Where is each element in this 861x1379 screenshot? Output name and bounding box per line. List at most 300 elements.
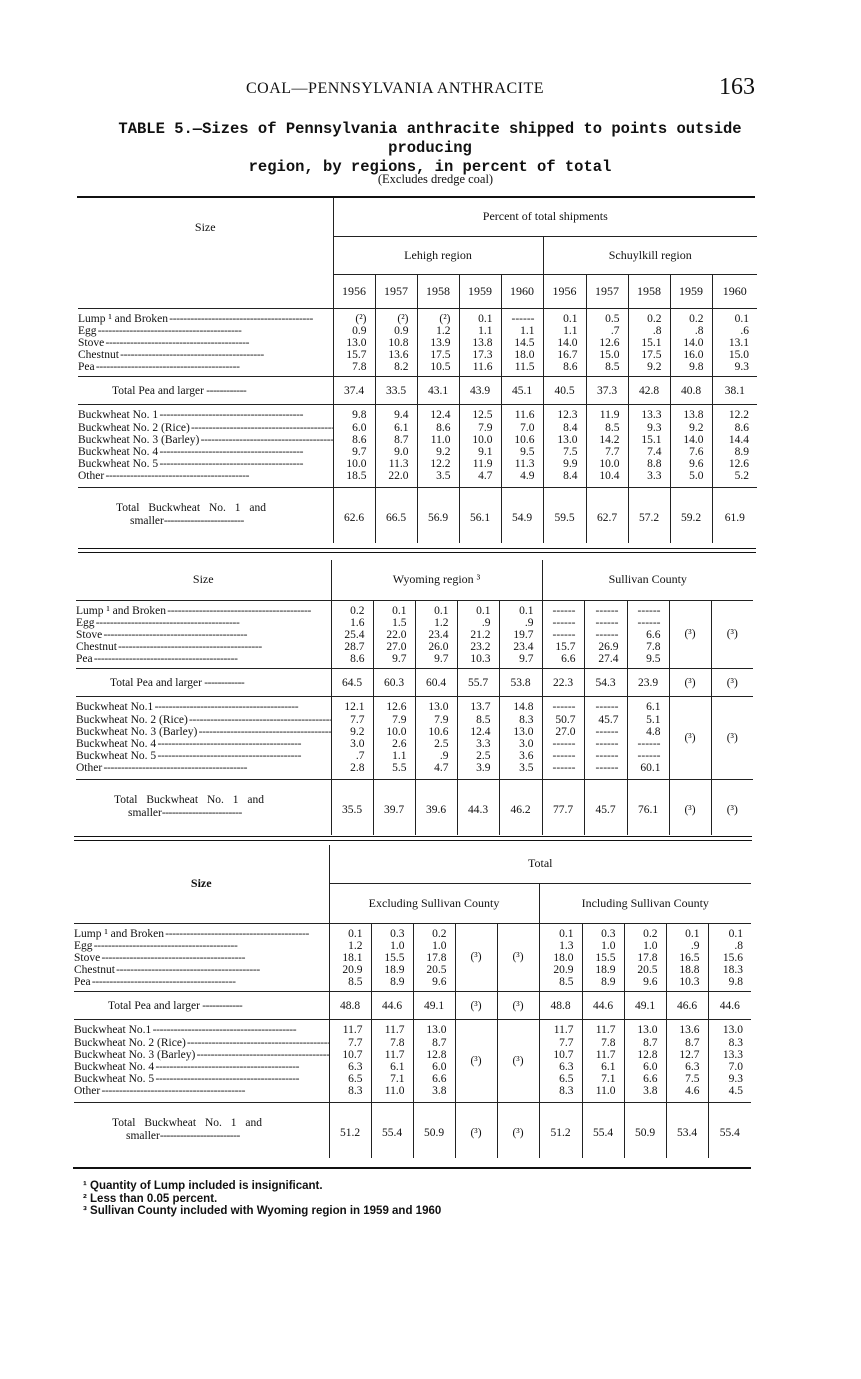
table-cell: 9.3 — [728, 1073, 743, 1086]
table-cell: 1.2 — [436, 324, 451, 337]
table-cell: 0.1 — [392, 604, 407, 617]
leader: ------------------------ — [163, 515, 244, 528]
row-label: Buckwheat No. 4 - - - — [78, 446, 333, 458]
total-pea-cell: 49.1 — [413, 992, 455, 1020]
total-buckwheat-cell: 46.2 — [499, 779, 542, 835]
table-cell: 9.8 — [689, 361, 704, 374]
value-column — [459, 405, 501, 487]
table-cell: 9.6 — [689, 458, 704, 471]
table-cell: 13.7 — [470, 701, 491, 714]
table-cell: 15.0 — [599, 349, 620, 362]
row-label: Lump ¹ and Broken - - - — [78, 313, 333, 325]
table-cell: 27.0 — [386, 641, 407, 654]
table-cell: 6.6 — [432, 1073, 447, 1086]
table-cell: 19.7 — [513, 628, 534, 641]
row-label: Buckwheat No. 3 (Barley) - - - — [78, 434, 333, 446]
group1-row — [74, 923, 751, 992]
table-cell: 11.9 — [599, 409, 620, 422]
table-cell: 9.9 — [563, 458, 578, 471]
table-cell: 11.7 — [342, 1024, 363, 1037]
table-cell: 8.5 — [476, 713, 491, 726]
table-cell: 13.3 — [641, 409, 662, 422]
total-buckwheat-cell: 61.9 — [712, 487, 757, 543]
value-column — [666, 923, 708, 992]
table-cell: 6.6 — [646, 628, 661, 641]
table-cell: 7.5 — [563, 446, 578, 458]
table-cell: 3.5 — [436, 470, 451, 483]
value-column — [627, 697, 669, 779]
table-cell: 4.9 — [520, 470, 535, 483]
table-cell: 7.8 — [352, 361, 367, 374]
total-buckwheat-line2 — [116, 515, 333, 528]
value-column — [329, 923, 371, 992]
value-column — [331, 697, 373, 779]
year-header: 1958 — [417, 274, 459, 308]
total-buckwheat-cell: 56.1 — [459, 487, 501, 543]
table-cell: 4.7 — [434, 762, 449, 775]
table-cell: 10.7 — [553, 1048, 574, 1061]
footnote-1: ¹ Quantity of Lump included is insignificant. — [83, 1180, 323, 1192]
value-column — [499, 697, 542, 779]
leader: ------------------------ — [161, 807, 242, 820]
table-cell: 0.1 — [685, 927, 700, 940]
table-cell: 0.5 — [605, 312, 620, 325]
value-column — [373, 697, 415, 779]
table-cell: 12.6 — [386, 701, 407, 714]
table-cell: 0.2 — [689, 312, 704, 325]
table-cell: 9.7 — [434, 653, 449, 666]
table-cell: 14.8 — [513, 701, 534, 714]
value-column — [499, 600, 542, 669]
table-cell: ------ — [637, 616, 661, 629]
table-cell: 11.9 — [472, 458, 493, 471]
total-buckwheat-cell: 44.3 — [457, 779, 499, 835]
table-cell: 3.5 — [519, 762, 534, 775]
table-cell: ------ — [552, 616, 576, 629]
value-column — [712, 405, 757, 487]
percent-total-header: Percent of total shipments — [333, 198, 757, 236]
table-cell: .6 — [740, 324, 750, 337]
table-cell: 7.5 — [685, 1073, 700, 1086]
total-pea-label — [74, 992, 329, 1020]
row-label: Stove - - - — [78, 337, 333, 349]
table-cell: 0.2 — [643, 927, 658, 940]
total-pea-cell: 55.7 — [457, 669, 499, 697]
total-pea-cell: 23.9 — [627, 669, 669, 697]
table-cell: .8 — [652, 324, 662, 337]
table-cell: 8.6 — [734, 421, 750, 434]
total-pea-text: Total Pea and larger — [112, 384, 204, 397]
table-cell: .8 — [734, 939, 743, 952]
table-cell: 7.7 — [350, 713, 365, 726]
table-cell: 8.6 — [563, 361, 578, 374]
table-cell: 25.4 — [344, 628, 365, 641]
table-cell: 18.1 — [342, 951, 363, 964]
table-cell: ------ — [595, 604, 619, 617]
table-cell: 9.2 — [647, 361, 662, 374]
table-cell: 27.0 — [555, 725, 576, 738]
total-buckwheat-cell: (³) — [455, 1102, 497, 1158]
table-cell: 12.2 — [728, 409, 750, 422]
table-cell: 8.6 — [352, 433, 367, 446]
table-cell: ------ — [552, 762, 576, 775]
total-buckwheat-line1: Total Buckwheat No. 1 and — [112, 1117, 262, 1130]
row-label: Other - - - — [76, 762, 331, 774]
table-subtitle: (Excludes dredge coal) — [377, 172, 494, 186]
total-header: Total — [329, 845, 751, 883]
table-cell: 0.1 — [476, 604, 491, 617]
value-column — [666, 1020, 708, 1102]
row-label: Stove - - - — [76, 629, 331, 641]
total-pea-cell: 37.4 — [333, 377, 375, 405]
total-buckwheat-cell: 66.5 — [375, 487, 417, 543]
table-cell: 0.9 — [352, 324, 367, 337]
table-cell: 10.3 — [679, 976, 700, 989]
table-cell: ------ — [552, 701, 576, 714]
footnote-3-cell: (³) — [497, 923, 539, 992]
table-cell: 18.0 — [514, 349, 535, 362]
total-buckwheat-text2: smaller — [128, 807, 162, 820]
total-pea-cell: 48.8 — [539, 992, 582, 1020]
value-column — [624, 1020, 666, 1102]
table-cell: 14.2 — [599, 433, 620, 446]
leader: ------------------------ — [159, 1130, 240, 1143]
value-column — [542, 697, 584, 779]
table-cell: 11.0 — [384, 1085, 405, 1098]
table-cell: 11.3 — [388, 458, 409, 471]
table-cell: 13.6 — [679, 1024, 700, 1037]
table-cell: 1.1 — [563, 324, 578, 337]
table-cell: 6.3 — [685, 1061, 700, 1073]
table-cell: 0.2 — [647, 312, 662, 325]
total-buckwheat-cell: 50.9 — [624, 1102, 666, 1158]
table-cell: 1.1 — [478, 324, 493, 337]
table-cell: 10.0 — [599, 458, 620, 471]
row-labels — [76, 697, 331, 779]
table-cell: 13.0 — [428, 701, 449, 714]
table-cell: 18.0 — [553, 951, 574, 964]
table-cell: 14.0 — [683, 433, 704, 446]
year-header: 1956 — [543, 274, 586, 308]
table-cell: 6.1 — [646, 701, 661, 714]
value-column — [501, 405, 543, 487]
table-cell: 23.2 — [470, 641, 491, 654]
caption-line-1: TABLE 5.—Sizes of Pennsylvania anthracite shipped to points outside producing — [118, 120, 742, 157]
table-cell: 1.1 — [520, 324, 535, 337]
total-pea-label — [76, 669, 331, 697]
year-header: 1957 — [586, 274, 628, 308]
table-cell: 1.0 — [643, 939, 658, 952]
value-column — [459, 308, 501, 377]
table-cell: 8.9 — [601, 976, 616, 989]
value-column — [708, 923, 751, 992]
table-cell: (²) — [439, 312, 451, 325]
table-cell: 7.8 — [646, 641, 661, 654]
table-cell: 18.3 — [722, 964, 743, 977]
table-cell: (²) — [397, 312, 409, 325]
table-cell: ------ — [637, 738, 661, 750]
table-cell: 0.1 — [348, 927, 363, 940]
total-pea-cell: 43.1 — [417, 377, 459, 405]
total-buckwheat-label — [74, 1102, 329, 1158]
table-cell: 12.4 — [430, 409, 451, 422]
table-cell: 0.3 — [601, 927, 616, 940]
row-labels — [74, 1020, 329, 1102]
total-buckwheat-label — [78, 487, 333, 543]
table-cell: 21.2 — [470, 628, 491, 641]
table-cell: 15.5 — [384, 951, 405, 964]
table-cell: 8.3 — [519, 713, 534, 726]
table-cell: ------ — [595, 701, 619, 714]
table-section-totals — [74, 845, 751, 1158]
table-cell: 3.6 — [519, 750, 534, 763]
total-buckwheat-cell: 54.9 — [501, 487, 543, 543]
table-cell: 9.7 — [352, 446, 367, 458]
table-cell: 8.5 — [605, 421, 620, 434]
value-column — [708, 1020, 751, 1102]
value-column — [333, 405, 375, 487]
total-buckwheat-cell: 53.4 — [666, 1102, 708, 1158]
table-cell: 15.1 — [641, 433, 662, 446]
total-buckwheat-cell: 55.4 — [582, 1102, 624, 1158]
row-label: Chestnut - - - — [74, 964, 329, 976]
row-labels — [74, 923, 329, 992]
table-cell: 18.9 — [595, 964, 616, 977]
table-cell: .9 — [524, 616, 534, 629]
leader: ------------ — [199, 999, 243, 1012]
year-header: 1959 — [459, 274, 501, 308]
total-pea-cell: 38.1 — [712, 377, 757, 405]
total-buckwheat-cell: 59.5 — [543, 487, 586, 543]
table-cell: 6.3 — [559, 1061, 574, 1073]
year-header: 1960 — [712, 274, 757, 308]
table-cell: 11.6 — [472, 361, 493, 374]
table-cell: 12.1 — [344, 701, 365, 714]
table-cell: 17.5 — [430, 349, 451, 362]
table-cell: ------ — [637, 750, 661, 763]
table-cell: 13.0 — [513, 725, 534, 738]
table-cell: 9.4 — [394, 409, 409, 422]
table-cell: 10.0 — [346, 458, 367, 471]
table-cell: 5.0 — [689, 470, 704, 483]
row-label: Buckwheat No. 2 (Rice) - - - — [76, 714, 331, 726]
row-label: Pea - - - — [78, 361, 333, 373]
table-cell: 13.1 — [728, 336, 750, 349]
row-label: Buckwheat No. 4 - - - — [74, 1061, 329, 1073]
table-cell: 1.6 — [350, 616, 365, 629]
table-cell: 13.0 — [426, 1024, 447, 1037]
value-column — [582, 923, 624, 992]
table-cell: ------ — [637, 604, 661, 617]
table-cell: 13.6 — [388, 349, 409, 362]
total-pea-cell: 49.1 — [624, 992, 666, 1020]
table-cell: 9.5 — [646, 653, 661, 666]
footnote-3-cell: (³) — [497, 1020, 539, 1102]
table-cell: 13.0 — [557, 433, 578, 446]
table-cell: 22.0 — [388, 470, 409, 483]
table-cell: 23.4 — [513, 641, 534, 654]
table-cell: 28.7 — [344, 641, 365, 654]
total-buckwheat-row — [78, 487, 757, 543]
value-column — [628, 405, 670, 487]
group2-row — [74, 1020, 751, 1102]
table-cell: 11.5 — [514, 361, 535, 374]
table-cell: 17.8 — [426, 951, 447, 964]
table-cell: 7.8 — [390, 1036, 405, 1049]
total-buckwheat-cell: 39.6 — [415, 779, 457, 835]
year-header: 1959 — [670, 274, 712, 308]
total-buckwheat-cell: 57.2 — [628, 487, 670, 543]
row-label: Buckwheat No. 2 (Rice) - - - — [74, 1037, 329, 1049]
table-cell: 9.7 — [392, 653, 407, 666]
row-label: Buckwheat No. 5 - - - — [76, 750, 331, 762]
total-buckwheat-line1: Total Buckwheat No. 1 and — [116, 502, 266, 515]
row-label: Other - - - — [78, 470, 333, 482]
table-cell: 11.0 — [595, 1085, 616, 1098]
table-section-lehigh-schuylkill — [78, 198, 757, 543]
row-label: Egg - - - — [78, 325, 333, 337]
size-header: Size — [74, 845, 329, 923]
group1-row — [76, 600, 753, 669]
table-cell: 18.9 — [384, 964, 405, 977]
value-column — [373, 600, 415, 669]
table-cell: 1.2 — [348, 939, 363, 952]
value-column — [329, 1020, 371, 1102]
value-column — [584, 600, 627, 669]
table-cell: 12.2 — [430, 458, 451, 471]
table-cell: 0.1 — [734, 312, 750, 325]
year-header: 1960 — [501, 274, 543, 308]
total-buckwheat-cell: 50.9 — [413, 1102, 455, 1158]
total-buckwheat-row — [74, 1102, 751, 1158]
table-cell: 9.2 — [436, 446, 451, 458]
value-column — [542, 600, 584, 669]
table-cell: 1.0 — [390, 939, 405, 952]
table-cell: 7.0 — [728, 1061, 743, 1073]
leader: ------------ — [203, 384, 247, 397]
total-pea-cell: 45.1 — [501, 377, 543, 405]
lehigh-header: Lehigh region — [333, 236, 543, 274]
table-cell: 7.7 — [605, 446, 620, 458]
table-cell: .9 — [439, 750, 449, 763]
wyoming-header: Wyoming region ³ — [331, 560, 542, 600]
table-cell: 7.6 — [689, 446, 704, 458]
table-cell: 1.3 — [559, 939, 574, 952]
table-cell: 0.2 — [432, 927, 447, 940]
footnote-3-cell: (³) — [711, 697, 753, 779]
value-column — [371, 923, 413, 992]
total-pea-cell: 44.6 — [582, 992, 624, 1020]
table-cell: 20.5 — [426, 964, 447, 977]
table-cell: 9.3 — [647, 421, 662, 434]
table-cell: ------ — [595, 628, 619, 641]
table-cell: ------ — [552, 604, 576, 617]
row-label: Buckwheat No. 3 (Barley) - - - — [76, 726, 331, 738]
table-cell: 0.9 — [394, 324, 409, 337]
table-cell: 9.2 — [689, 421, 704, 434]
row-labels — [78, 308, 333, 377]
total-buckwheat-row — [76, 779, 753, 835]
table-cell: 6.1 — [394, 421, 409, 434]
table-cell: 14.4 — [728, 433, 750, 446]
table-cell: 26.9 — [598, 641, 619, 654]
table-cell: 9.7 — [519, 653, 534, 666]
row-label: Egg - - - — [74, 940, 329, 952]
footnote-2: ² Less than 0.05 percent. — [83, 1192, 218, 1205]
table-cell: 9.2 — [350, 725, 365, 738]
value-column — [543, 405, 586, 487]
footnotes — [83, 1180, 441, 1218]
table-cell: 6.1 — [390, 1061, 405, 1073]
table-cell: 11.3 — [514, 458, 535, 471]
table-cell: 1.5 — [392, 616, 407, 629]
total-buckwheat-line2 — [114, 807, 331, 820]
rule-bottom — [73, 1167, 751, 1169]
table-cell: 12.5 — [472, 409, 493, 422]
table-cell: ------ — [552, 738, 576, 750]
table-cell: 10.0 — [472, 433, 493, 446]
value-column — [415, 697, 457, 779]
total-pea-text: Total Pea and larger — [108, 999, 200, 1012]
group2-row — [78, 405, 757, 487]
footnote-3: ³ Sullivan County included with Wyoming region in 1959 and 1960 — [83, 1205, 442, 1217]
total-pea-cell: 44.6 — [371, 992, 413, 1020]
table-cell: 15.7 — [555, 641, 576, 654]
row-label: Buckwheat No.1 - - - — [74, 1024, 329, 1036]
table-cell: 8.7 — [643, 1036, 658, 1049]
row-label: Buckwheat No. 1 - - - — [78, 409, 333, 421]
row-label: Other - - - — [74, 1085, 329, 1097]
table-cell: ------ — [595, 750, 619, 763]
table-cell: 7.7 — [348, 1036, 363, 1049]
table-cell: 15.5 — [595, 951, 616, 964]
table-cell: 3.9 — [476, 762, 491, 775]
table-cell: 13.9 — [430, 336, 451, 349]
total-pea-cell: 54.3 — [584, 669, 627, 697]
total-buckwheat-label — [76, 779, 331, 835]
table-cell: 8.5 — [605, 361, 620, 374]
row-label: Chestnut - - - — [78, 349, 333, 361]
value-column — [586, 308, 628, 377]
table-cell: 8.5 — [348, 976, 363, 989]
table-cell: .7 — [610, 324, 620, 337]
table-cell: 5.1 — [646, 713, 661, 726]
total-pea-text: Total Pea and larger — [110, 676, 202, 689]
footnote-3-cell: (³) — [711, 600, 753, 669]
total-buckwheat-cell: 56.9 — [417, 487, 459, 543]
total-pea-cell: 64.5 — [331, 669, 373, 697]
table-cell: 3.3 — [476, 738, 491, 750]
table-cell: .7 — [355, 750, 365, 763]
table-cell: 3.0 — [519, 738, 534, 750]
table-cell: (²) — [355, 312, 367, 325]
value-column — [586, 405, 628, 487]
table-cell: 6.0 — [432, 1061, 447, 1073]
value-column — [333, 308, 375, 377]
table-cell: 12.8 — [426, 1048, 447, 1061]
table-cell: 9.0 — [394, 446, 409, 458]
table-cell: 7.9 — [478, 421, 493, 434]
total-pea-cell: 53.8 — [499, 669, 542, 697]
value-column — [417, 405, 459, 487]
table-cell: 8.9 — [390, 976, 405, 989]
table-cell: 0.1 — [728, 927, 743, 940]
table-cell: 7.9 — [434, 713, 449, 726]
table-cell: 8.2 — [394, 361, 409, 374]
total-buckwheat-line1: Total Buckwheat No. 1 and — [114, 794, 264, 807]
table-cell: 7.7 — [559, 1036, 574, 1049]
table-cell: 11.7 — [384, 1024, 405, 1037]
